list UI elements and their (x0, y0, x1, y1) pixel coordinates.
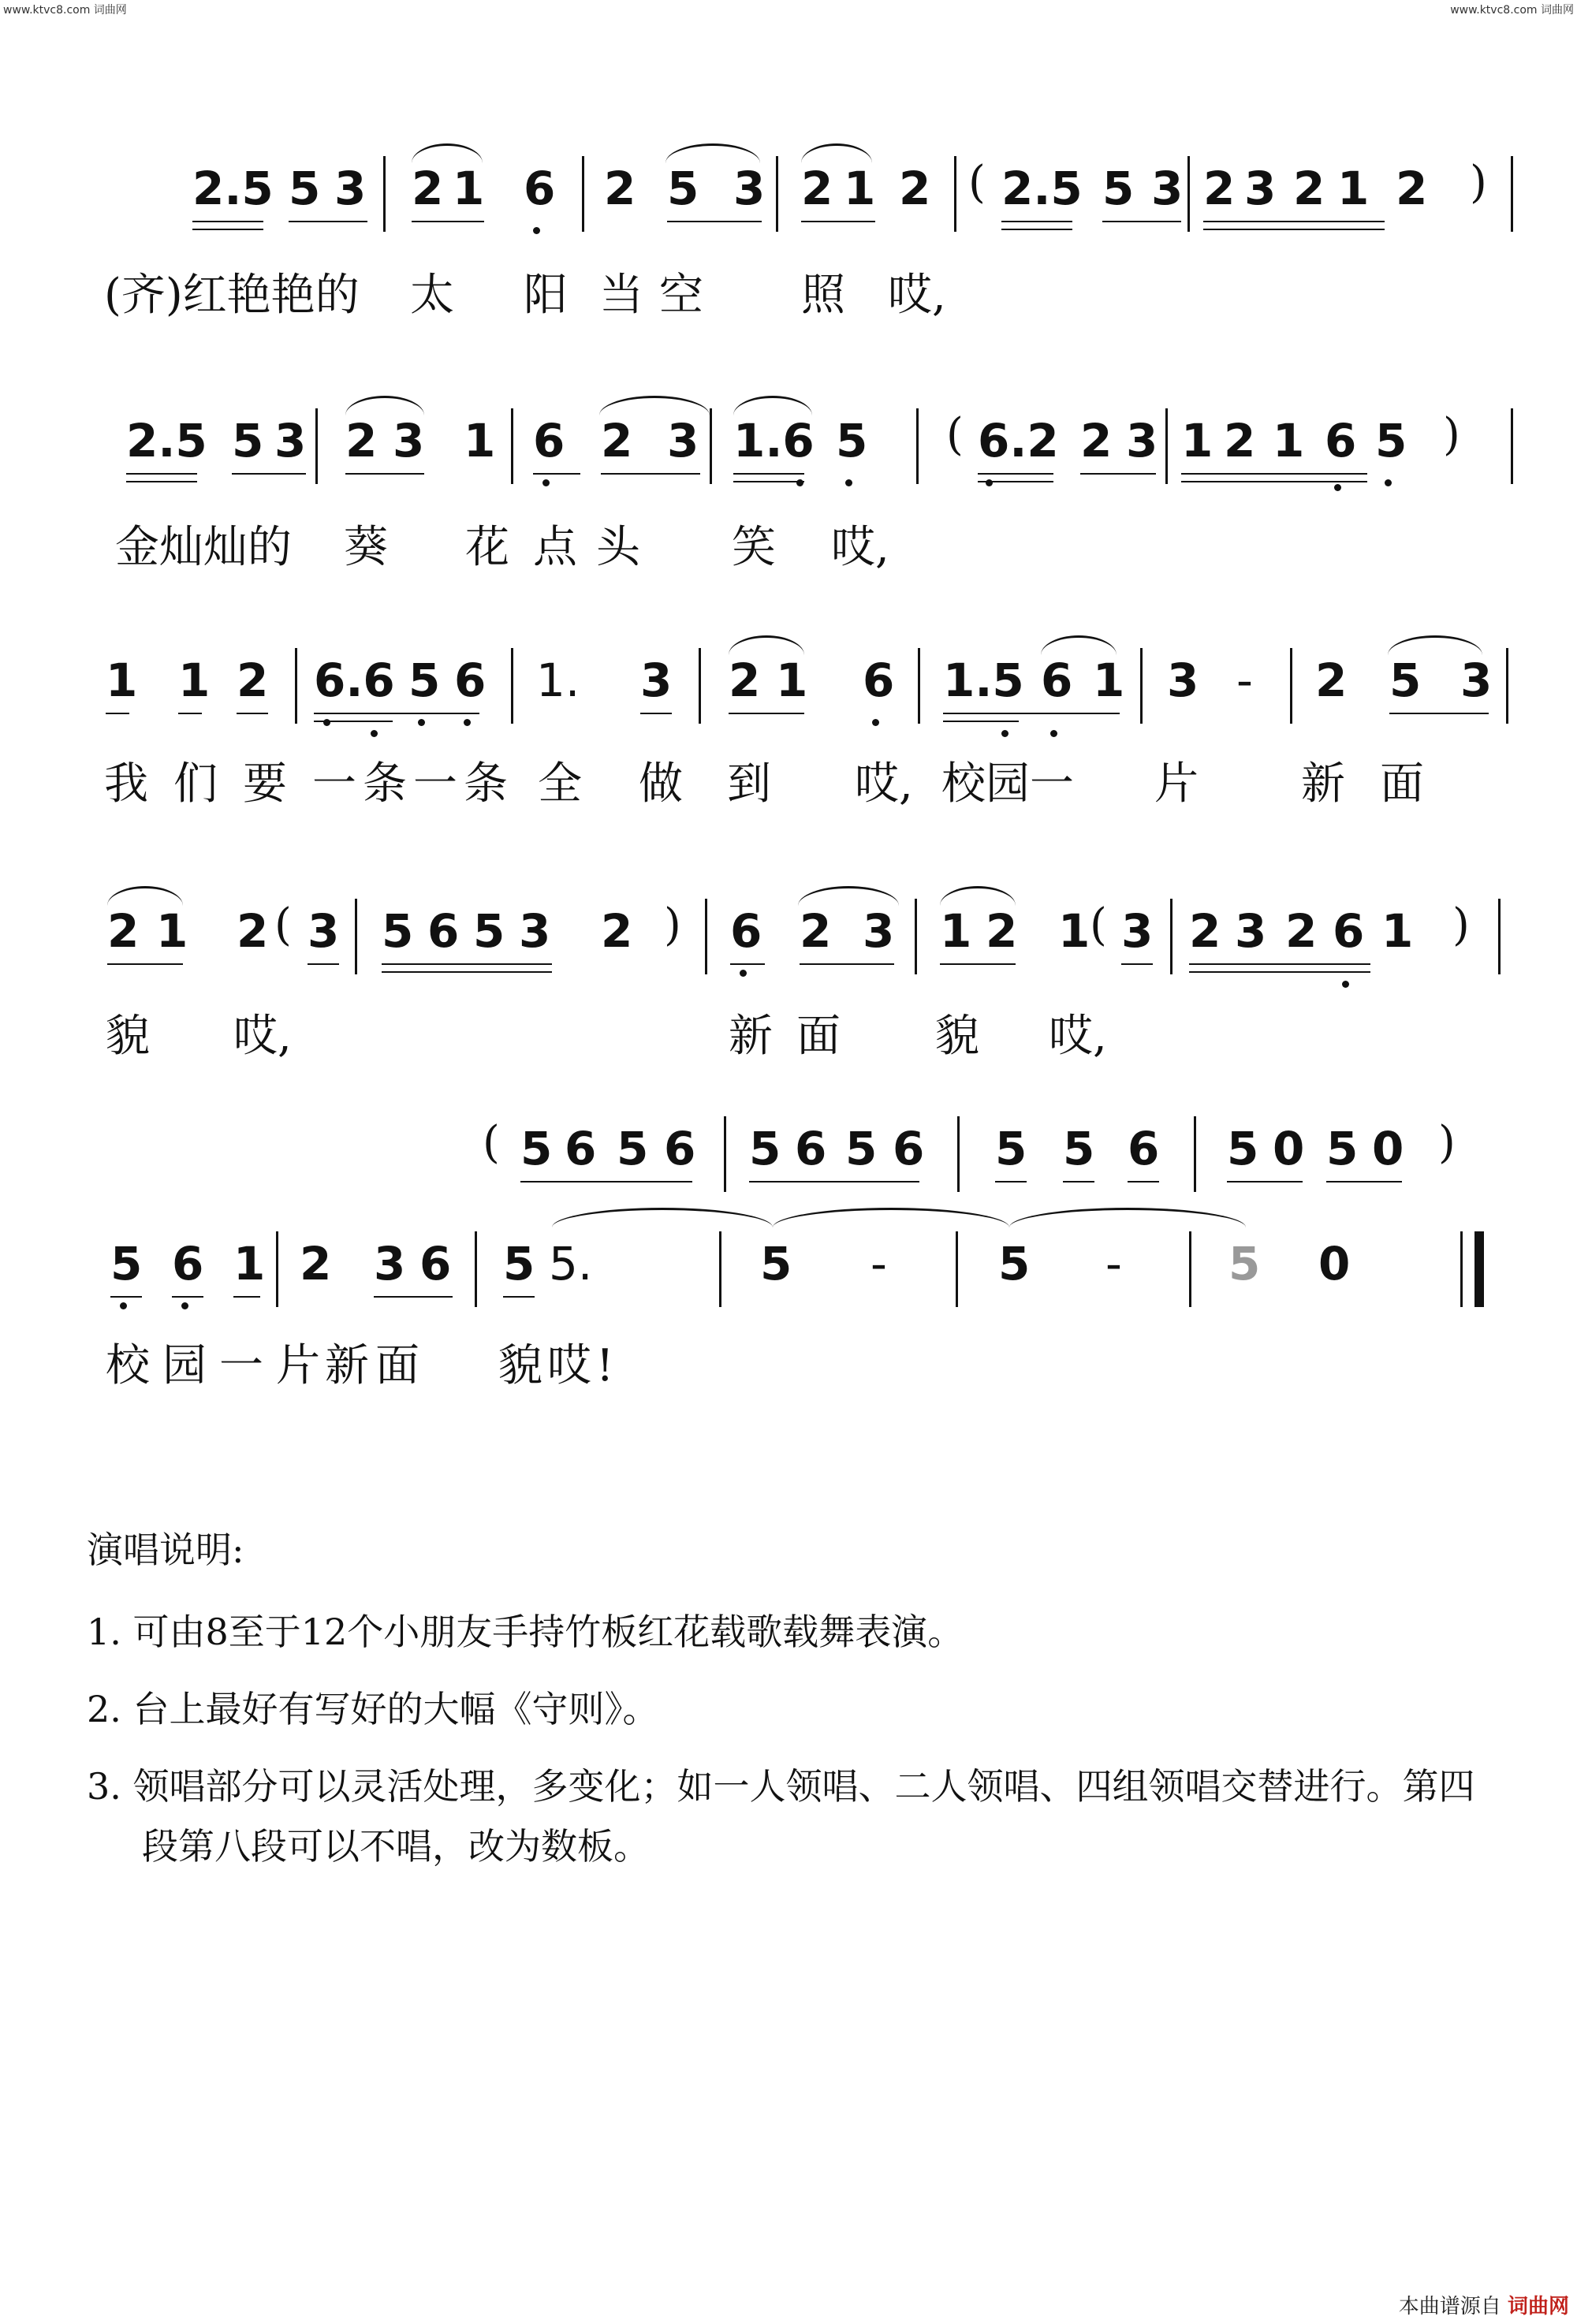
note: 6 (1333, 904, 1365, 958)
note: 1 (776, 654, 808, 707)
score-line-3 (0, 654, 1577, 728)
note: 5 (408, 654, 441, 707)
note: 3 (1121, 904, 1154, 958)
note: 2 (345, 414, 378, 467)
note: 3 (334, 162, 367, 215)
lyric: 阳 (524, 270, 568, 321)
note: 5 (1375, 414, 1407, 467)
note: 5 (1063, 1122, 1095, 1175)
note: 5 (845, 1122, 878, 1175)
lyric: 笑 (732, 522, 776, 573)
lyric: 当 (599, 270, 643, 321)
lyric-line-4 (0, 1001, 1577, 1062)
note: 0 (1273, 1122, 1305, 1175)
lyric: 金灿灿的 (115, 522, 292, 573)
note: 2 (300, 1237, 332, 1290)
note: 1 (1381, 904, 1414, 958)
note: 2 (601, 414, 633, 467)
lyric: 新面 (325, 1340, 426, 1391)
note: 1 (178, 654, 211, 707)
header-site-left: www.ktvc8.com 词曲网 (3, 4, 127, 17)
note: 2 (1396, 162, 1428, 215)
note: 5 (1102, 162, 1135, 215)
note: 3 (374, 1237, 406, 1290)
note: 6 (524, 162, 556, 215)
note: 5 (760, 1237, 792, 1290)
note: 3 (1244, 162, 1277, 215)
lyric: 葵 (344, 522, 388, 573)
note: 5 (1326, 1122, 1359, 1175)
header-site-right: www.ktvc8.com 词曲网 (1450, 4, 1574, 17)
performance-notes (87, 1521, 1506, 1894)
note: 2 (1203, 162, 1236, 215)
lyric: 花 (465, 522, 509, 573)
note: 2.5 (1001, 162, 1083, 215)
note: 5 (232, 414, 264, 467)
score-line-1: 2.5 5 3 2 1 6 2 5 3 2 1 2 ( 2.5 5 3 2 3 2 1 2 ) (0, 166, 1577, 236)
lyric-line-3 (0, 749, 1577, 810)
score-line-5-melody (0, 1237, 1577, 1312)
note: 2 (1285, 904, 1318, 958)
score-line-4: 2 1 2 ( 3 5 6 5 3 2 ) 6 2 3 1 2 1 ( 3 2 3 2 6 1 ) (0, 908, 1577, 979)
lyric: 太 (410, 270, 454, 321)
note: 2 (604, 162, 636, 215)
note: 3 (733, 162, 766, 215)
note: 6 (533, 414, 565, 467)
note: 6 (427, 904, 460, 958)
note: 6.2 (978, 414, 1059, 467)
note: 5 (1228, 1237, 1261, 1290)
lyric: 做 (639, 758, 683, 810)
note: 6 (565, 1122, 597, 1175)
note: 6 (1128, 1122, 1160, 1175)
note: 6 (795, 1122, 827, 1175)
footer-source (1399, 2290, 1569, 2319)
note: 1 (940, 904, 972, 958)
note: 5 (836, 414, 868, 467)
lyric-line-2 (0, 512, 1577, 573)
note: 1 (844, 162, 876, 215)
lyric-line-5 (0, 1331, 1577, 1391)
note: 2 (800, 904, 832, 958)
note: 5 (503, 1237, 535, 1290)
footer-prefix: 本曲谱源自 (1398, 2295, 1501, 2318)
note: 1 (106, 654, 138, 707)
lyric: 头 (596, 522, 640, 573)
note: 5 (289, 162, 321, 215)
lyric: 我们要 (104, 758, 312, 810)
lyric: 新面 (729, 1011, 864, 1062)
note: - (1236, 654, 1253, 707)
note: 5 (520, 1122, 553, 1175)
lyric: 哎, (233, 1011, 292, 1062)
note: 6 (419, 1237, 452, 1290)
score-line-2: 2.5 5 3 2 3 1 6 2 3 1.6 5 ( 6.2 2 3 1 2 1 6 5 ) (0, 418, 1577, 489)
note: 3 (519, 904, 551, 958)
note: 0 (1372, 1122, 1404, 1175)
note: 3 (1460, 654, 1493, 707)
lyric: 貌哎! (498, 1340, 619, 1391)
score-line-5-accompaniment: ( 5 6 5 6 5 6 5 6 5 5 6 5 0 5 0 ) (0, 1126, 1577, 1197)
lyric: 哎, (1049, 1011, 1107, 1062)
performance-note-item: 3. 领唱部分可以灵活处理，多变化；如一人领唱、二人领唱、四组领唱交替进行。第四段第八段可以不唱，改为数板。 (87, 1765, 1475, 1868)
note: 2 (1293, 162, 1325, 215)
note: 1 (453, 162, 485, 215)
note: - (1105, 1237, 1122, 1290)
lyric: 校园一 (941, 758, 1074, 810)
note: 6 (863, 654, 895, 707)
note: 1 (1093, 654, 1125, 707)
note: 1 (1337, 162, 1370, 215)
note: 6 (172, 1237, 204, 1290)
note: 5 (667, 162, 699, 215)
lyric: 哎, (888, 270, 946, 321)
lyric: 貌 (935, 1011, 979, 1062)
lyric: 哎, (855, 758, 913, 810)
lyric: 照 (801, 270, 845, 321)
lyric: 片 (1154, 758, 1199, 810)
note: 5 (110, 1237, 143, 1290)
lyric: 哎, (831, 522, 889, 573)
note: 5 (382, 904, 414, 958)
footer-brand[interactable]: 词曲网 (1507, 2295, 1569, 2318)
lyric: 到 (727, 758, 771, 810)
note: 3 (1167, 654, 1199, 707)
lyric: 空 (659, 270, 703, 321)
note: 1 (1181, 414, 1214, 467)
note: 2 (729, 654, 761, 707)
note: 3 (1126, 414, 1158, 467)
note: 2 (107, 904, 140, 958)
note: 2 (601, 904, 633, 958)
note: 6.6 (314, 654, 395, 707)
lyric: 一条一条 (312, 758, 514, 810)
note: 5 (473, 904, 505, 958)
note: 2 (1224, 414, 1256, 467)
note: 1. (536, 654, 580, 707)
note: 3 (863, 904, 895, 958)
note: 1 (1273, 414, 1305, 467)
note: 0 (1318, 1237, 1351, 1290)
lyric: 点 (533, 522, 577, 573)
performance-notes-title: 演唱说明: (87, 1529, 244, 1571)
note: 2 (801, 162, 833, 215)
note: 5 (749, 1122, 781, 1175)
lyric: (齐)红艳艳的 (104, 270, 360, 321)
note: 5 (1389, 654, 1422, 707)
note: 6 (1325, 414, 1357, 467)
note: 2 (1315, 654, 1348, 707)
note: 1 (233, 1237, 266, 1290)
performance-note-item: 1. 可由8至于12个小朋友手持竹板红花载歌载舞表演。 (87, 1611, 964, 1653)
note: 3 (393, 414, 425, 467)
note: 5 (1227, 1122, 1259, 1175)
note: 6 (664, 1122, 696, 1175)
note: 3 (274, 414, 307, 467)
note: 5 (617, 1122, 649, 1175)
note: 6 (893, 1122, 925, 1175)
note: 1 (1058, 904, 1090, 958)
note: 5 (998, 1237, 1031, 1290)
lyric: 校园一片 (106, 1340, 333, 1391)
note: 3 (1235, 904, 1267, 958)
note: 5 (995, 1122, 1027, 1175)
note: 1.6 (733, 414, 815, 467)
lyric: 貌 (106, 1011, 150, 1062)
note: 5. (549, 1237, 593, 1290)
note: 1 (464, 414, 496, 467)
note: 2.5 (192, 162, 274, 215)
note: 2 (1189, 904, 1221, 958)
lyric: 新面 (1301, 758, 1459, 810)
note: 3 (640, 654, 673, 707)
lyric-line-1 (0, 260, 1577, 321)
note: 6 (454, 654, 487, 707)
note: 2 (237, 654, 269, 707)
performance-note-item: 2. 台上最好有写好的大幅《守则》。 (87, 1688, 659, 1730)
note: 2 (1080, 414, 1113, 467)
note: 1.5 (943, 654, 1024, 707)
note: 2.5 (126, 414, 207, 467)
note: 1 (156, 904, 188, 958)
note: 3 (667, 414, 699, 467)
note: 6 (730, 904, 762, 958)
note: 2 (986, 904, 1018, 958)
note: 2 (237, 904, 269, 958)
lyric: 全 (538, 758, 582, 810)
note: 6 (1041, 654, 1073, 707)
note: 2 (412, 162, 444, 215)
note: - (871, 1237, 887, 1290)
note: 3 (1151, 162, 1184, 215)
note: 2 (899, 162, 931, 215)
note: 3 (308, 904, 340, 958)
